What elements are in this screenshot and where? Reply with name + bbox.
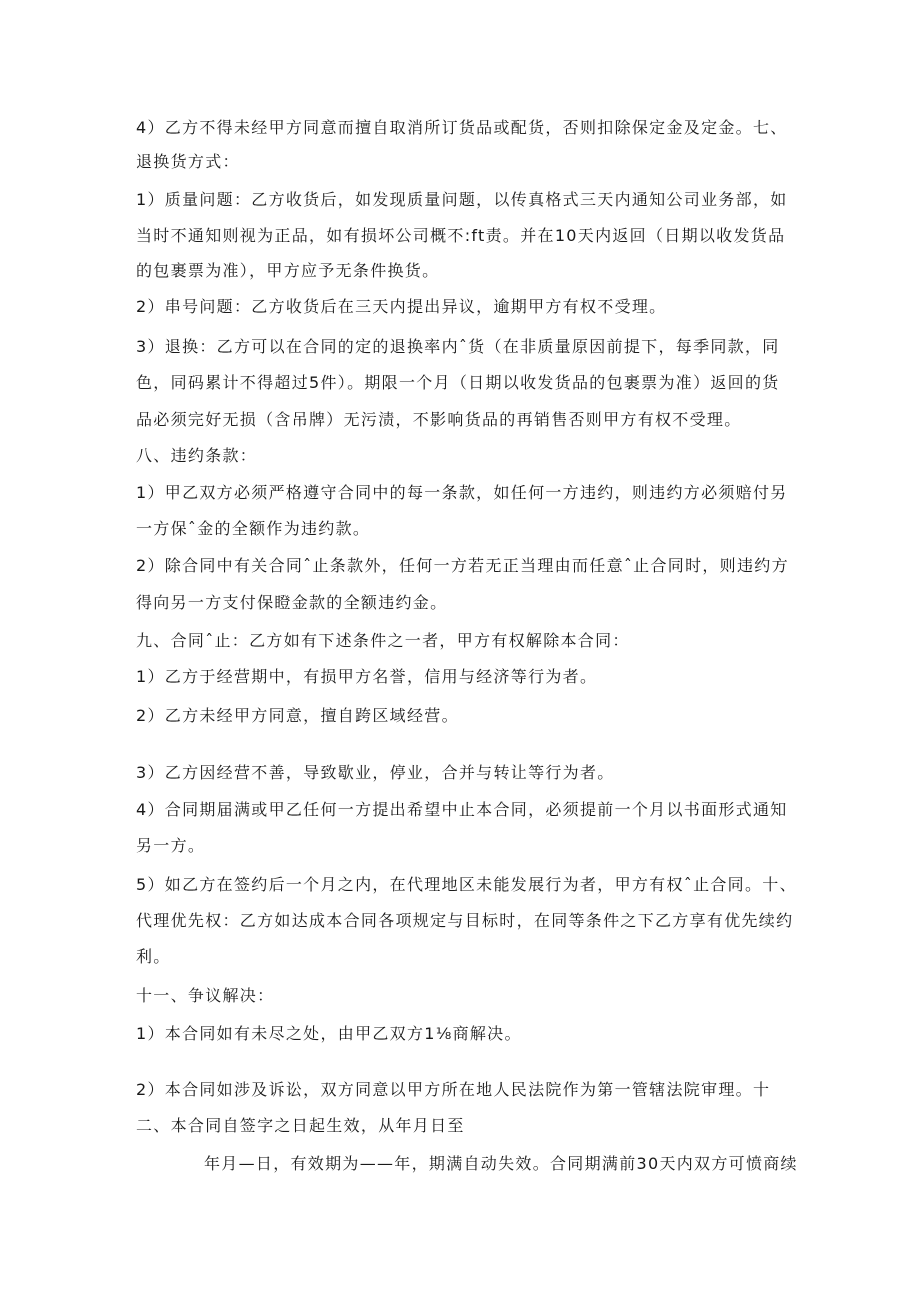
text-line-7: 3）退换：乙方可以在合同的定的退换率内ˆ货（在非质量原因前提下，每季同款，同: [136, 337, 780, 356]
text-line-12: 一方保ˆ金的全额作为违约款。: [136, 519, 371, 538]
text-line-20: 另一方。: [136, 836, 206, 855]
text-line-6: 2）串号问题：乙方收货后在三天内提出异议，逾期甲方有权不受理。: [136, 297, 667, 316]
text-line-23: 利。: [136, 947, 171, 966]
text-line-22: 代理优先权：乙方如达成本合同各项规定与目标时，在同等条件之下乙方享有优先续约: [136, 911, 794, 930]
text-line-17: 2）乙方未经甲方同意，擅自跨区域经营。: [136, 706, 459, 725]
text-line-3: 1）质量问题：乙方收货后，如发现质量问题，以传真格式三天内通知公司业务部，如: [136, 190, 788, 209]
text-line-24: 十一、争议解决：: [136, 986, 275, 1005]
text-line-15: 九、合同ˆ止：乙方如有下述条件之一者，甲方有权解除本合同：: [136, 631, 630, 650]
text-line-19: 4）合同期届满或甲乙任何一方提出希望中止本合同，必须提前一个月以书面形式通知: [136, 800, 788, 819]
text-line-14: 得向另一方支付保瞪金款的全额违约金。: [136, 593, 448, 612]
text-line-9: 品必须完好无损（含吊牌）无污渍，不影响货品的再销售否则甲方有权不受理。: [136, 410, 742, 429]
text-line-1: 4）乙方不得未经甲方同意而擅自取消所订货品或配货，否则扣除保定金及定金。七、: [136, 118, 788, 137]
text-line-27: 二、本合同自签字之日起生效，从年月日至: [136, 1116, 465, 1135]
text-line-16: 1）乙方于经营期中，有损甲方名誉，信用与经济等行为者。: [136, 667, 598, 686]
text-line-8: 色，同码累计不得超过5件）。期限一个月（日期以收发货品的包裹票为准）返回的货: [136, 373, 780, 392]
text-line-10: 八、违约条款：: [136, 446, 258, 465]
text-line-5: 的包裹票为准），甲方应予无条件换货。: [136, 261, 440, 280]
text-line-21: 5）如乙方在签约后一个月之内，在代理地区未能发展行为者，甲方有权ˆ止合同。十、: [136, 875, 797, 894]
text-line-26: 2）本合同如涉及诉讼，双方同意以甲方所在地人民法院作为第一管辖法院审理。十: [136, 1080, 771, 1099]
text-line-25: 1）本合同如有未尽之处，由甲乙双方1⅛商解决。: [136, 1024, 522, 1043]
text-line-28: 年月—日，有效期为——年，期满自动失效。合同期满前30天内双方可愤商续: [204, 1154, 798, 1173]
text-line-2: 退换货方式：: [136, 152, 240, 171]
text-line-13: 2）除合同中有关合同ˆ止条款外，任何一方若无正当理由而任意ˆ止合同时，则违约方: [136, 556, 789, 575]
text-line-11: 1）甲乙双方必须严格遵守合同中的每一条款，如任何一方违约，则违约方必须赔付另: [136, 483, 788, 502]
text-line-4: 当时不通知则视为正品，如有损坏公司概不:ft责。并在10天内返回（日期以收发货品: [136, 226, 786, 245]
text-line-18: 3）乙方因经营不善，导致歇业，停业，合并与转让等行为者。: [136, 763, 615, 782]
